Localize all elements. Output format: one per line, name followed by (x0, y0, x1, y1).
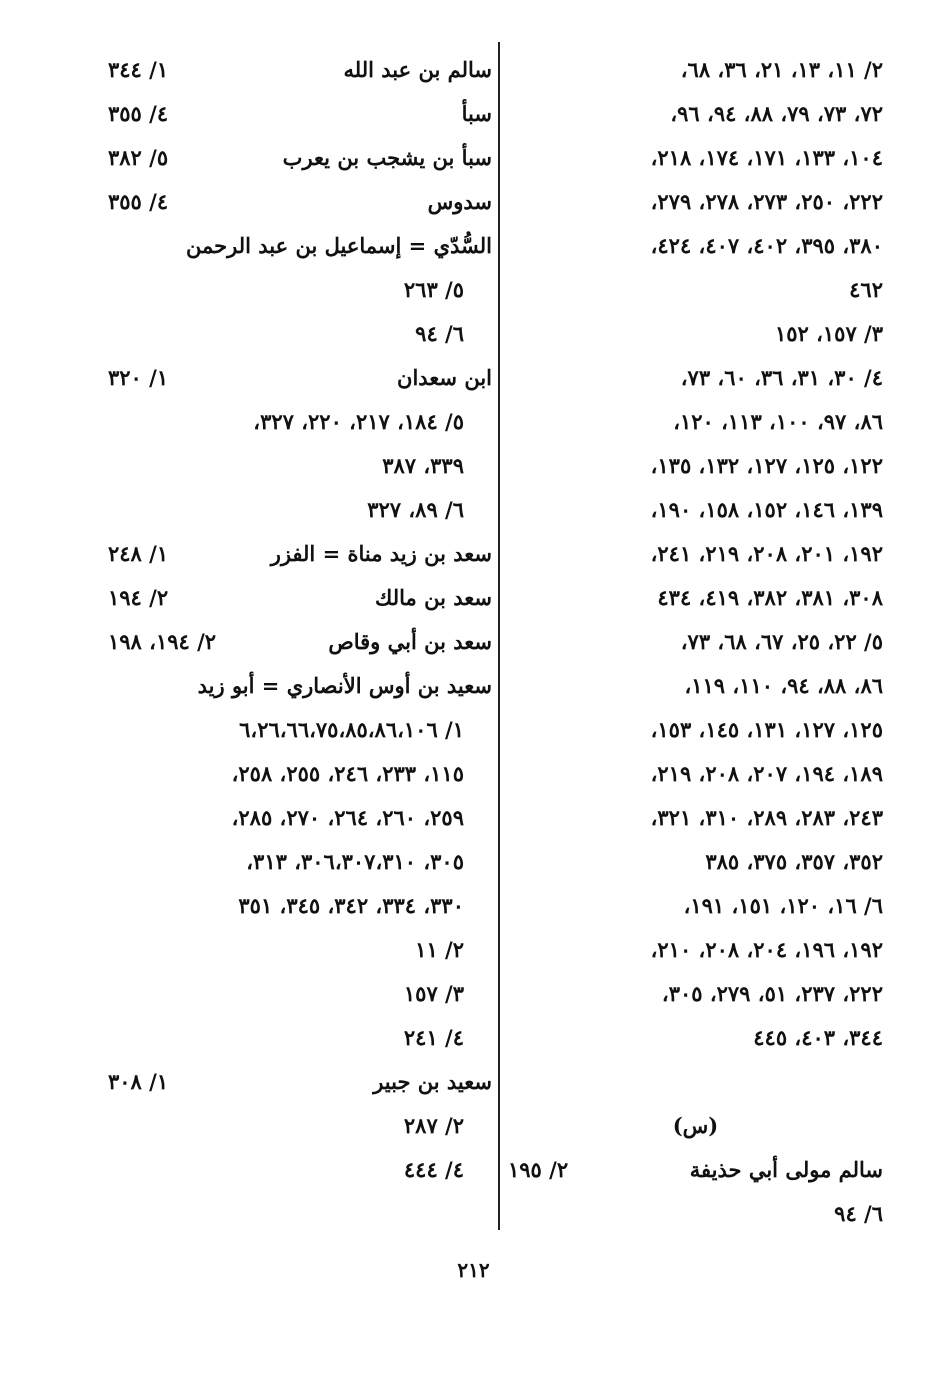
entry-line: ١٠٤، ١٣٣، ١٧١، ١٧٤، ٢١٨، (650, 145, 883, 170)
entry-line: ٣٨٠، ٣٩٥، ٤٠٢، ٤٠٧، ٤٢٤، (650, 233, 883, 258)
entry-reference: ١/ ٢٤٨ (108, 541, 169, 566)
entry-name: سدوس (427, 189, 492, 214)
index-entry (108, 620, 492, 664)
entry-reference: ٢/ ١٩٤، ١٩٨ (108, 629, 217, 654)
entry-line: ٥/ ١٨٤، ٢١٧، ٢٢٠، ٣٢٧، (253, 409, 464, 434)
index-entry (108, 576, 492, 620)
entry-name: سعد بن مالك (375, 585, 492, 610)
entry-line: ٤/ ٢٤١ (403, 1025, 464, 1050)
entry-reference: ٤/ ٣٥٥ (108, 189, 169, 214)
entry-reference: ١/ ٣٠٨ (108, 1069, 169, 1094)
entry-line: ١٨٩، ١٩٤، ٢٠٧، ٢٠٨، ٢١٩، (650, 761, 883, 786)
entry-line: ٦/ ٨٩، ٣٢٧ (367, 497, 464, 522)
entry-line: ١٢٥، ١٢٧، ١٣١، ١٤٥، ١٥٣، (650, 717, 883, 742)
entry-line: ٢٢٢، ٢٣٧، ٥١، ٢٧٩، ٣٠٥، (661, 981, 883, 1006)
left-column (108, 48, 492, 1192)
entry-line (508, 1060, 883, 1104)
entry-line: ٨٦، ٩٧، ١٠٠، ١١٣، ١٢٠، (673, 409, 883, 434)
entry-line: ٢/ ٢٨٧ (403, 1113, 464, 1138)
entry-line: ٣/ ١٥٧ (403, 981, 464, 1006)
entry-line: سعيد بن أوس الأنصاري = أبو زيد (197, 673, 492, 698)
entry-name: سالم بن عبد الله (343, 57, 492, 82)
entry-line: ٢٤٣، ٢٨٣، ٢٨٩، ٣١٠، ٣٢١، (650, 805, 883, 830)
entry-name: سعد بن أبي وقاص (328, 629, 492, 654)
entry-line: ٤/ ٤٤٤ (403, 1157, 464, 1182)
index-entry (108, 356, 492, 400)
entry-name: سعيد بن جبير (373, 1069, 492, 1094)
index-entry (108, 532, 492, 576)
entry-name: سبأ (461, 101, 492, 126)
entry-name: سعد بن زيد مناة = الفزر (270, 541, 492, 566)
entry-line: ١٩٢، ٢٠١، ٢٠٨، ٢١٩، ٢٤١، (650, 541, 883, 566)
entry-line: ١١٥، ٢٣٣، ٢٤٦، ٢٥٥، ٢٥٨، (231, 761, 464, 786)
index-entry (108, 180, 492, 224)
column-divider (498, 42, 500, 1230)
entry-name: ابن سعدان (397, 365, 492, 390)
right-column (508, 48, 883, 1236)
entry-line: ٣٤٤، ٤٠٣، ٤٤٥ (753, 1025, 883, 1050)
entry-line: ٨٦، ٨٨، ٩٤، ١١٠، ١١٩، (684, 673, 883, 698)
index-entry (108, 48, 492, 92)
entry-line: ٥/ ٢٦٣ (403, 277, 464, 302)
entry-reference: ١/ ٣٤٤ (108, 57, 169, 82)
page-number: ٢١٢ (457, 1258, 490, 1282)
entry-name: سالم مولى أبي حذيفة (689, 1157, 883, 1182)
entry-name: سبأ بن يشجب بن يعرب (282, 145, 492, 170)
entry-line: ٤/ ٣٠، ٣١، ٣٦، ٦٠، ٧٣، (680, 365, 883, 390)
entry-line: ٢٥٩، ٢٦٠، ٢٦٤، ٢٧٠، ٢٨٥، (231, 805, 464, 830)
entry-line: ٣٣٠، ٣٣٤، ٣٤٢، ٣٤٥، ٣٥١ (238, 893, 464, 918)
entry-line: ٢/ ١١ (415, 937, 464, 962)
entry-line: ٤٦٢ (849, 277, 883, 302)
entry-line: ٣٠٥، ٣٠٦،٣٠٧،٣١٠، ٣١٣، (246, 849, 464, 874)
entry-line: ٧٢، ٧٣، ٧٩، ٨٨، ٩٤، ٩٦، (670, 101, 883, 126)
index-entry (508, 1148, 883, 1192)
section-heading: (س) (672, 1113, 719, 1138)
entry-reference: ٤/ ٣٥٥ (108, 101, 169, 126)
entry-line: ١/ ٦،٢٦،٦٦،٧٥،٨٥،٨٦،١٠٦ (239, 717, 464, 742)
entry-line: ١٣٩، ١٤٦، ١٥٢، ١٥٨، ١٩٠، (650, 497, 883, 522)
entry-line: ١٢٢، ١٢٥، ١٢٧، ١٣٢، ١٣٥، (650, 453, 883, 478)
entry-line: ٦/ ٩٤ (415, 321, 464, 346)
entry-line: ٦/ ١٦، ١٢٠، ١٥١، ١٩١، (683, 893, 883, 918)
entry-reference: ٢/ ١٩٥ (508, 1157, 569, 1182)
entry-line: ٣٥٢، ٣٥٧، ٣٧٥، ٣٨٥ (705, 849, 883, 874)
entry-line: ٣٠٨، ٣٨١، ٣٨٢، ٤١٩، ٤٣٤ (657, 585, 883, 610)
entry-line: ٣٣٩، ٣٨٧ (382, 453, 464, 478)
entry-line: ١٩٢، ١٩٦، ٢٠٤، ٢٠٨، ٢١٠، (650, 937, 883, 962)
entry-line: ٢/ ١١، ١٣، ٢١، ٣٦، ٦٨، (680, 57, 883, 82)
index-entry (108, 136, 492, 180)
entry-line: ٦/ ٩٤ (834, 1201, 883, 1226)
index-entry (108, 1060, 492, 1104)
entry-reference: ٢/ ١٩٤ (108, 585, 169, 610)
index-entry (108, 92, 492, 136)
entry-line: ٥/ ٢٢، ٢٥، ٦٧، ٦٨، ٧٣، (680, 629, 883, 654)
entry-line: السُّدّي = إسماعيل بن عبد الرحمن (186, 233, 492, 258)
entry-line: ٣/ ١٥٧، ١٥٢ (774, 321, 883, 346)
entry-reference: ١/ ٣٢٠ (108, 365, 169, 390)
entry-line: ٢٢٢، ٢٥٠، ٢٧٣، ٢٧٨، ٢٧٩، (650, 189, 883, 214)
entry-reference: ٥/ ٣٨٢ (108, 145, 169, 170)
